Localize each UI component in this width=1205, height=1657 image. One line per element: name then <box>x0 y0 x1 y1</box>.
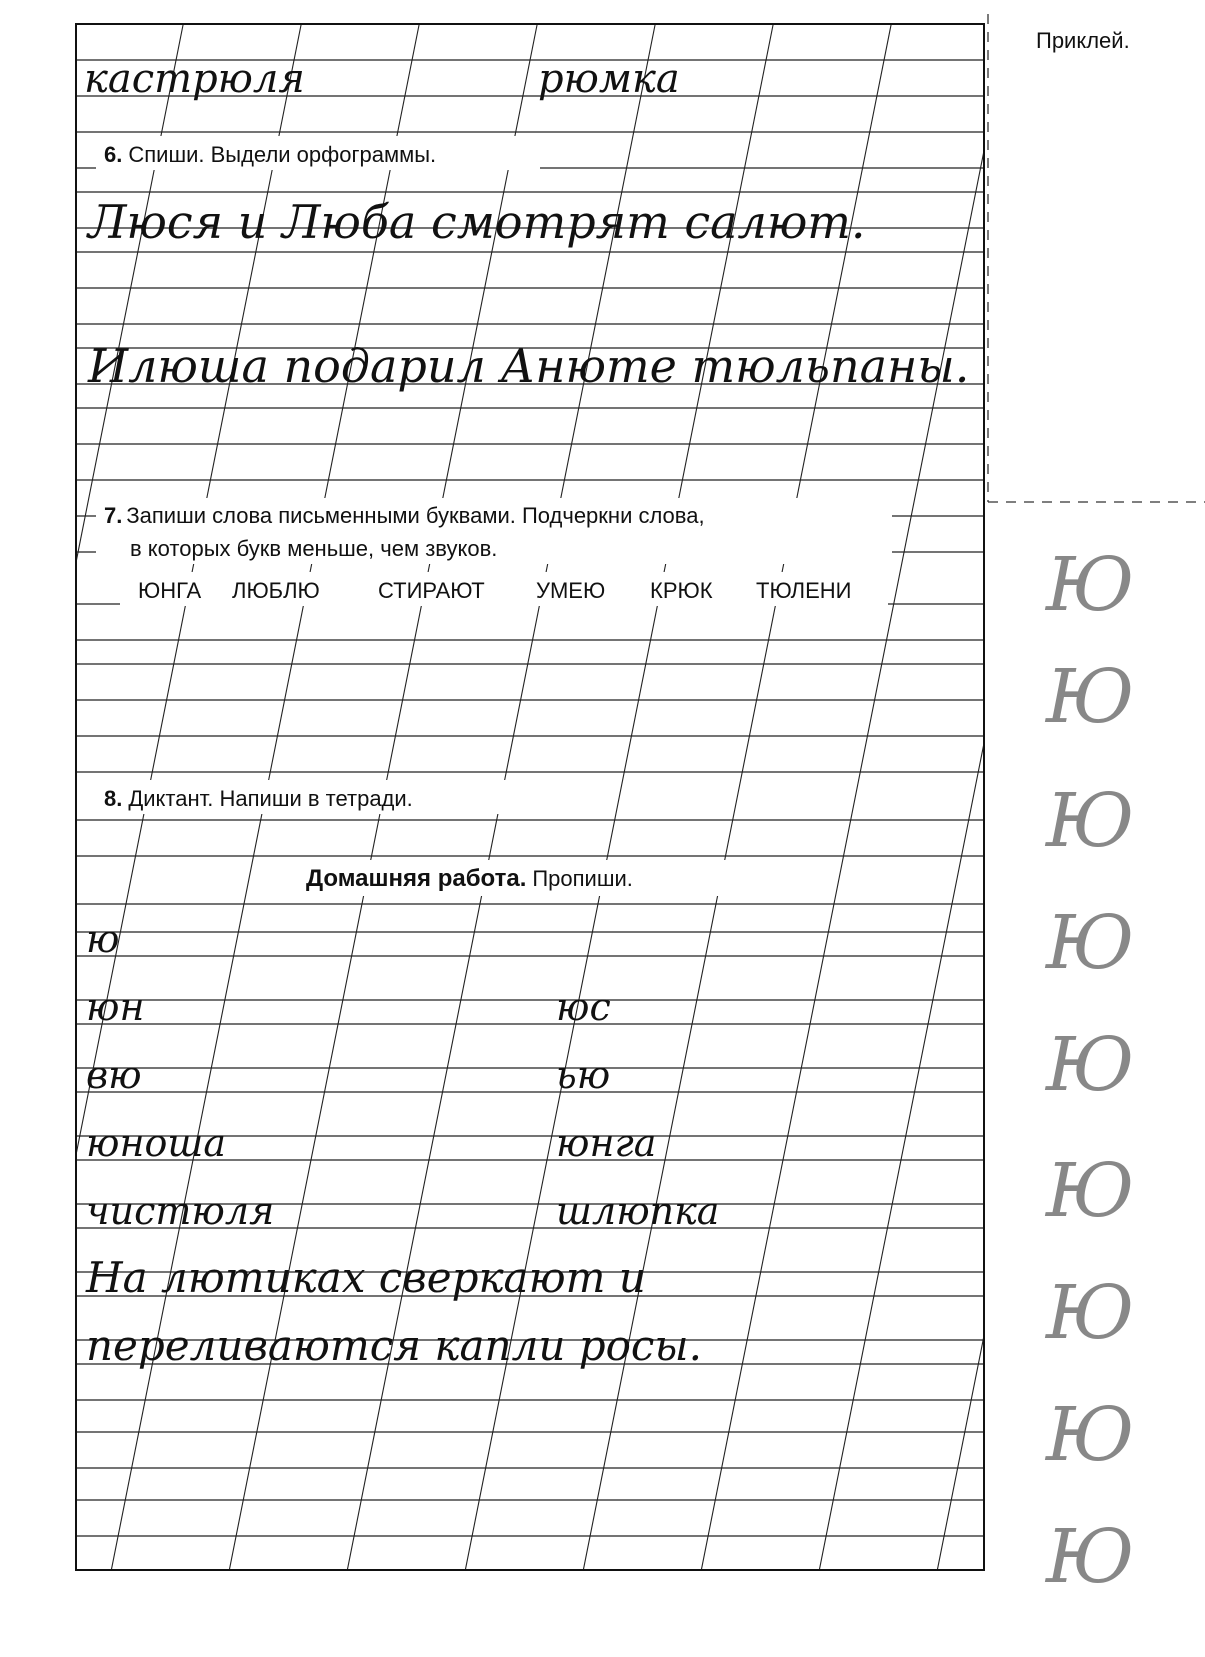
homework-instruction: Пропиши. <box>532 866 633 891</box>
task6-line-1: Люся и Люба смотрят салют. <box>88 195 866 249</box>
task7-word: ТЮЛЕНИ <box>756 578 852 603</box>
slant-line <box>1156 0 1205 1657</box>
task7-word: СТИРАЮТ <box>378 578 485 603</box>
homework-word: чистюля <box>86 1189 275 1233</box>
homework-word: вю <box>86 1053 142 1097</box>
homework-word: юноша <box>86 1121 227 1165</box>
task6-instruction: Спиши. Выдели орфограммы. <box>128 142 437 167</box>
task7-heading <box>104 503 705 528</box>
homework-word: юс <box>556 985 611 1029</box>
homework-letter: ю <box>86 917 120 961</box>
task7-instruction-1: Запиши слова письменными буквами. Подчеркни слова, <box>126 503 705 528</box>
homework-word: юнга <box>556 1121 657 1165</box>
homework-sentence-1: На лютиках сверкают и <box>86 1253 646 1302</box>
homework-word: ью <box>556 1053 611 1097</box>
task7-instruction-2: в которых букв меньше, чем звуков. <box>130 536 498 561</box>
slant-line <box>0 0 70 1657</box>
task7-word: ЮНГА <box>138 578 202 603</box>
task6-number: 6. <box>104 142 123 167</box>
task7-word: УМЕЮ <box>536 578 606 603</box>
side-letter-column <box>1044 542 1134 1600</box>
side-letter: Ю <box>1046 1148 1135 1234</box>
side-letter: Ю <box>1046 778 1135 864</box>
side-letter: Ю <box>1046 1392 1135 1478</box>
homework-word: шлюпка <box>556 1189 720 1233</box>
homework-title: Домашняя работа. <box>306 865 527 892</box>
side-letter: Ю <box>1046 654 1135 740</box>
task8-number: 8. <box>104 786 123 811</box>
task6-heading <box>104 142 436 167</box>
task7-word: КРЮК <box>650 578 713 603</box>
task6-line-2: Илюша подарил Анюте тюльпаны. <box>88 339 970 393</box>
homework-heading <box>306 865 633 892</box>
side-letter: Ю <box>1046 900 1135 986</box>
task7-number: 7. <box>104 503 123 528</box>
homework-copy-lines <box>86 917 719 1233</box>
top-word-2: рюмка <box>538 56 680 102</box>
homework-sentence-2: переливаются капли росы. <box>86 1321 702 1370</box>
sticker-label: Приклей. <box>1036 28 1130 53</box>
task8-heading <box>104 786 413 811</box>
homework-word: юн <box>86 985 145 1029</box>
side-letter: Ю <box>1046 1270 1135 1356</box>
task8-instruction: Диктант. Напиши в тетради. <box>128 786 413 811</box>
side-letter: Ю <box>1046 542 1135 628</box>
top-word-1: кастрюля <box>84 56 305 102</box>
side-letter: Ю <box>1046 1514 1135 1600</box>
side-letter: Ю <box>1046 1022 1135 1108</box>
task7-word: ЛЮБЛЮ <box>232 578 320 603</box>
